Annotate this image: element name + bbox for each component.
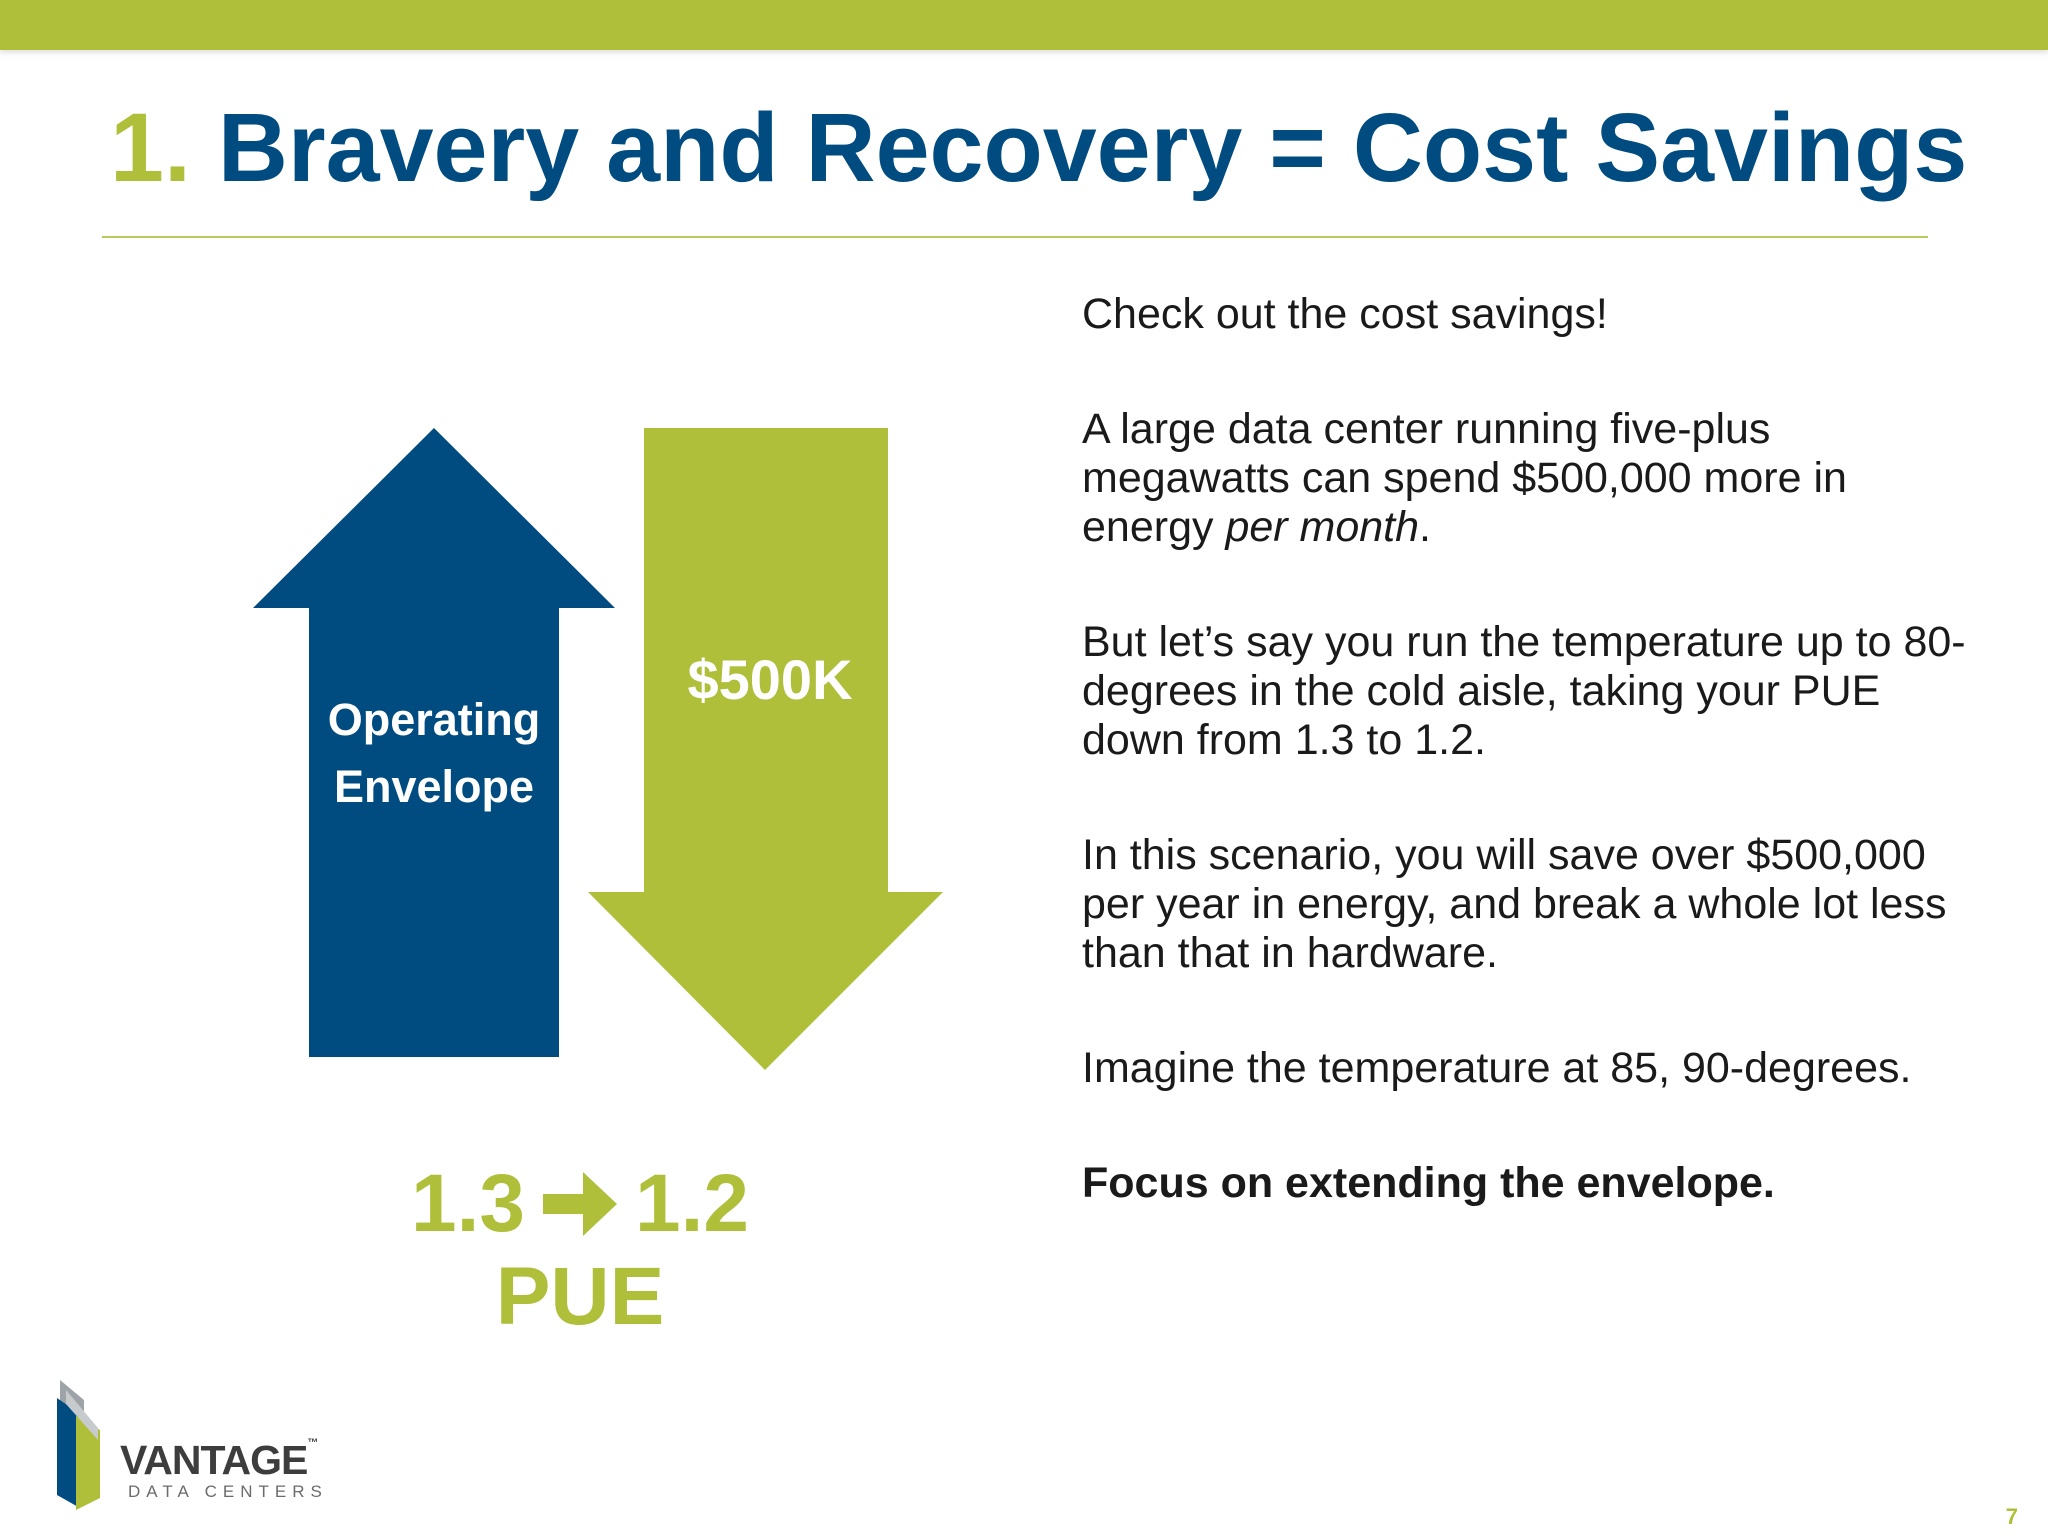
emphasis-per-month: per month <box>1225 503 1420 551</box>
page-number: 7 <box>2005 1504 2018 1529</box>
title-number: 1. <box>110 93 191 202</box>
pue-label: PUE <box>495 1251 665 1343</box>
paragraph-scenario: In this scenario, you will save over $500,000 per year in energy, and break a whole lot less than that in hardware. <box>1082 831 1947 977</box>
logo-name: VANTAGE <box>120 1437 308 1483</box>
paragraph-focus: Focus on extending the envelope. <box>1082 1159 1775 1207</box>
logo-subtitle: DATA CENTERS <box>128 1482 328 1501</box>
down-arrow <box>588 428 943 1070</box>
paragraph-energy-cost <box>1082 405 1982 552</box>
paragraph-energy-cost-text: A large data center running five-plus megawatts can spend $500,000 more in energy <box>1082 405 1847 551</box>
vantage-logo-mark <box>52 1380 122 1510</box>
logo-wordmark <box>120 1437 318 1484</box>
right-arrow-icon <box>543 1165 617 1253</box>
body-text <box>1082 290 1982 1274</box>
logo-trademark: ™ <box>307 1437 319 1449</box>
up-arrow-label <box>309 686 559 820</box>
paragraph-intro: Check out the cost savings! <box>1082 290 1608 338</box>
paragraph-energy-cost-end: . <box>1419 503 1431 551</box>
paragraph-imagine: Imagine the temperature at 85, 90-degrees. <box>1082 1044 1912 1092</box>
down-arrow-label: $500K <box>687 648 853 711</box>
title-text: Bravery and Recovery = Cost Savings <box>217 93 1968 202</box>
pue-callout <box>350 1160 810 1341</box>
up-arrow-label-line2: Envelope <box>333 761 535 812</box>
pue-from: 1.3 <box>411 1158 525 1249</box>
pue-change <box>350 1160 810 1253</box>
up-arrow-label-line1: Operating <box>327 694 541 745</box>
paragraph-temperature: But let’s say you run the temperature up to 80-degrees in the cold aisle, taking your PUE down from 1.3 to 1.2. <box>1082 618 1966 764</box>
pue-to: 1.2 <box>635 1158 749 1249</box>
